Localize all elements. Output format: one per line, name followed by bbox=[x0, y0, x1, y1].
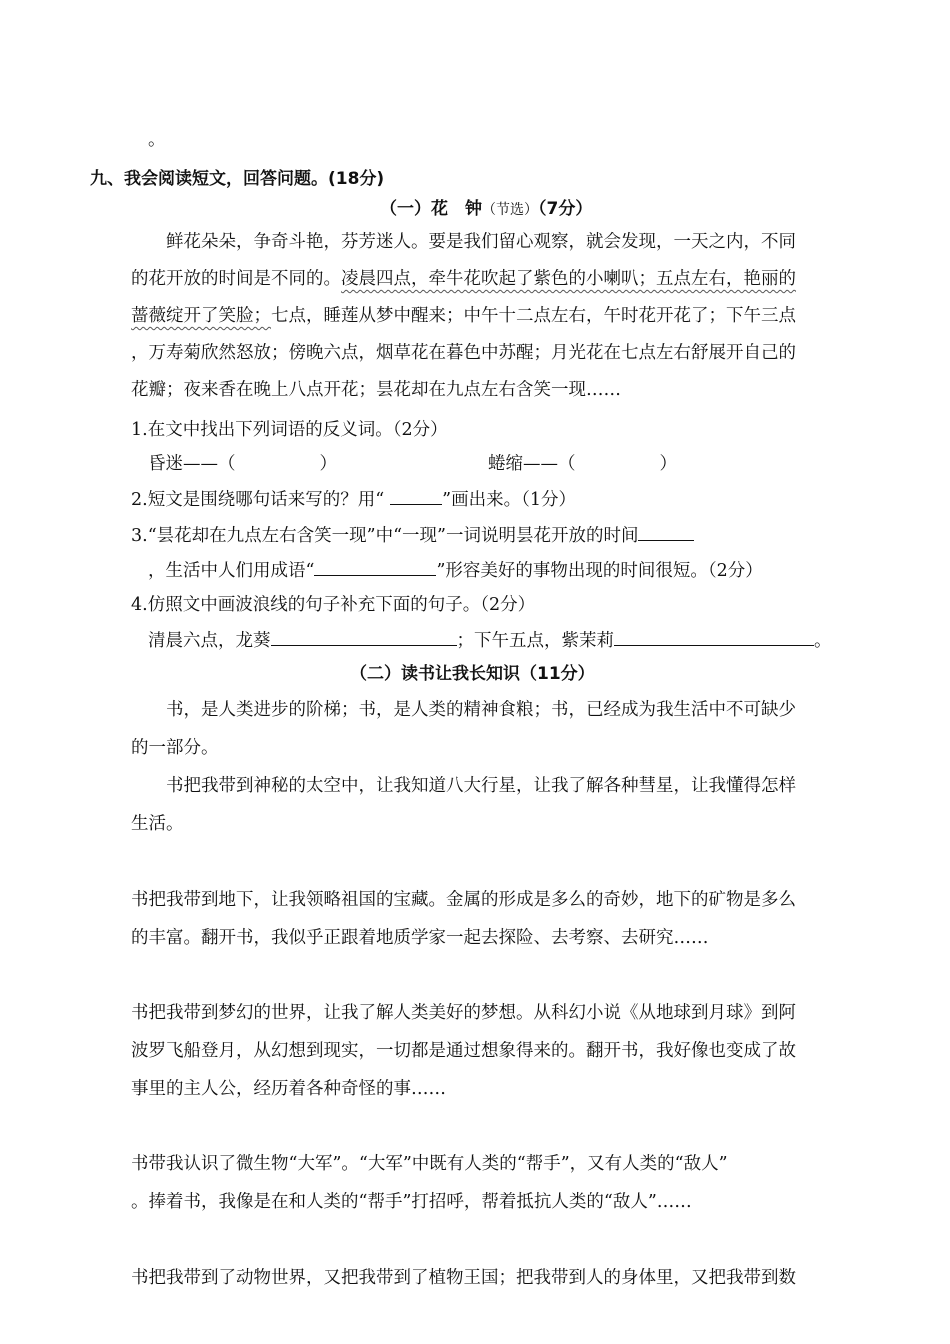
part1-title-score: （7分） bbox=[538, 199, 593, 219]
part1-title bbox=[380, 196, 592, 223]
question-1b bbox=[488, 451, 677, 477]
part2-passage-line: 事里的主人公，经历着各种奇怪的事…… bbox=[131, 1079, 446, 1099]
part1-plain-text: 七点，睡莲从梦中醒来；中午十二点左右，午时花开花了；下午三点 bbox=[271, 306, 796, 326]
q4-b-blank[interactable] bbox=[614, 627, 814, 646]
q4-a-label: 清晨六点，龙葵 bbox=[148, 631, 271, 651]
wavy-underlined-sentence: 蔷薇绽开了笑脸； bbox=[131, 306, 271, 326]
q4-a-blank[interactable] bbox=[271, 627, 457, 646]
q1b-close: ） bbox=[659, 454, 677, 474]
question-2 bbox=[131, 486, 576, 513]
question-1a bbox=[148, 451, 337, 477]
part1-passage-line: 鲜花朵朵，争奇斗艳，芬芳迷人。要是我们留心观察，就会发现，一天之内，不同 bbox=[166, 232, 796, 252]
part1-passage-line bbox=[131, 266, 796, 292]
question-4: 4.仿照文中画波浪线的句子补充下面的句子。（2分） bbox=[131, 595, 536, 615]
q3-text-after: ”形容美好的事物出现的时间很短。（2分） bbox=[436, 561, 763, 581]
q3-text-before: ，生活中人们用成语“ bbox=[148, 561, 315, 581]
q3-answer-blank[interactable] bbox=[638, 522, 694, 541]
part2-passage-line: 的丰富。翻开书，我似乎正跟着地质学家一起去探险、去考察、去研究…… bbox=[131, 928, 709, 948]
q3-text: 3.“昙花却在九点左右含笑一现”中“一现”一词说明昙花开放的时间 bbox=[131, 526, 639, 546]
question-3-continued bbox=[148, 557, 763, 584]
part2-passage-line: 书把我带到地下，让我领略祖国的宝藏。金属的形成是多么的奇妙，地下的矿物是多么 bbox=[131, 890, 796, 910]
q1a-close: ） bbox=[319, 454, 337, 474]
part2-title: （二）读书让我长知识（11分） bbox=[350, 664, 595, 684]
q1b-label: 蜷缩——（ bbox=[488, 454, 576, 474]
wavy-underlined-sentence: 凌晨四点，牵牛花吹起了紫色的小喇叭；五点左右，艳丽的 bbox=[341, 269, 796, 289]
part2-passage-line: 生活。 bbox=[131, 814, 184, 834]
q1a-label: 昏迷——（ bbox=[148, 454, 236, 474]
part2-passage-line: 。捧着书，我像是在和人类的“帮手”打招呼，帮着抵抗人类的“敌人”…… bbox=[131, 1192, 692, 1212]
q2-text-after: ”画出来。（1分） bbox=[442, 490, 576, 510]
part2-passage-line: 书把我带到神秘的太空中，让我知道八大行星，让我了解各种彗星，让我懂得怎样 bbox=[166, 776, 796, 796]
part1-passage-line bbox=[131, 303, 796, 329]
part2-passage-line: 波罗飞船登月，从幻想到现实，一切都是通过想象得来的。翻开书，我好像也变成了故 bbox=[131, 1041, 796, 1061]
section-heading: 九、我会阅读短文，回答问题。(18分) bbox=[90, 169, 385, 189]
part1-plain-text: 的花开放的时间是不同的。 bbox=[131, 269, 341, 289]
q2-text-before: 2.短文是围绕哪句话来写的？用“ bbox=[131, 490, 385, 510]
part2-passage-line: 的一部分。 bbox=[131, 738, 219, 758]
part1-title-main: （一）花 钟 bbox=[380, 199, 482, 219]
question-4-answer bbox=[148, 627, 832, 654]
part2-passage-line: 书把我带到了动物世界，又把我带到了植物王国；把我带到人的身体里，又把我带到数 bbox=[131, 1268, 796, 1288]
q4-end: 。 bbox=[814, 631, 832, 651]
part1-title-note: （节选） bbox=[482, 202, 538, 218]
part2-passage-line: 书把我带到梦幻的世界，让我了解人类美好的梦想。从科幻小说《从地球到月球》到阿 bbox=[131, 1003, 796, 1023]
q4-mid: ；下午五点，紫茉莉 bbox=[456, 631, 614, 651]
question-3 bbox=[131, 522, 694, 549]
part1-passage-line: ，万寿菊欣然怒放；傍晚六点，烟草花在暮色中苏醒；月光花在七点左右舒展开自己的 bbox=[131, 343, 796, 363]
q3-idiom-blank[interactable] bbox=[314, 557, 436, 576]
part2-passage-line: 书带我认识了微生物“大军”。“大军”中既有人类的“帮手”，又有人类的“敌人” bbox=[131, 1154, 728, 1174]
question-1: 1.在文中找出下列词语的反义词。（2分） bbox=[131, 420, 448, 440]
part1-passage-line: 花瓣；夜来香在晚上八点开花；昙花却在九点左右含笑一现…… bbox=[131, 380, 621, 400]
top-mark: 。 bbox=[148, 130, 166, 150]
q2-underline-sample bbox=[390, 486, 442, 505]
part2-passage-line: 书，是人类进步的阶梯；书，是人类的精神食粮；书，已经成为我生活中不可缺少 bbox=[166, 700, 796, 720]
